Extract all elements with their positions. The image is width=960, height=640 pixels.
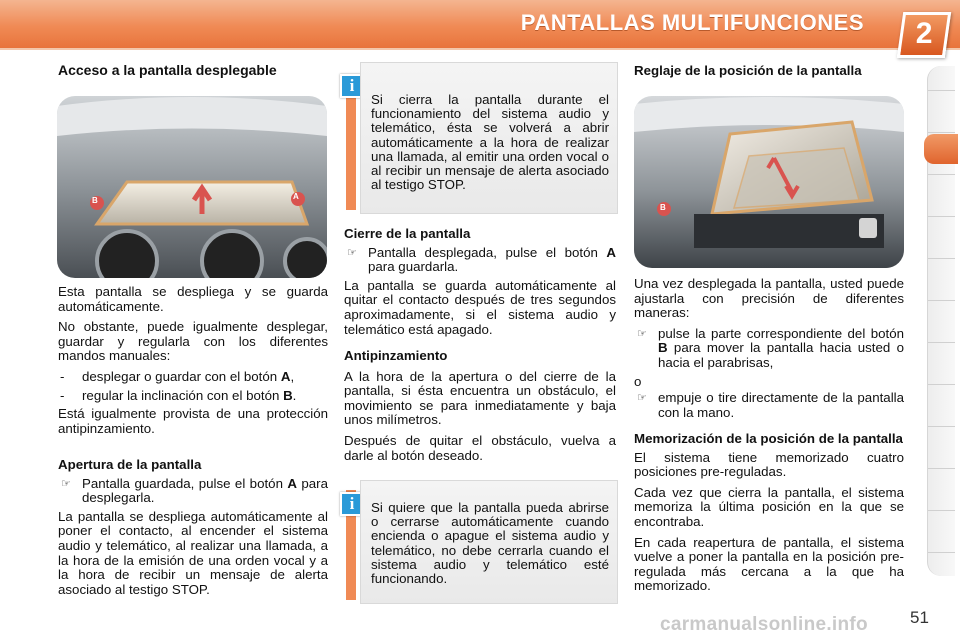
bullet-symbol: ☞: [61, 477, 71, 490]
button-ref: A: [606, 244, 616, 260]
section-heading-adjust: Reglaje de la posición de la pantalla: [634, 63, 862, 78]
intro-paragraph-1: Esta pantalla se despliega y se guarda automáticamente.: [58, 284, 328, 314]
antipinch-note: Está igualmente provista de una protección antipinzamiento.: [58, 406, 328, 436]
bullet-adjust-button: [634, 327, 904, 371]
bullet-open: [58, 477, 328, 506]
section-heading-antipinch: Antipinzamiento: [344, 348, 448, 363]
label-a: A: [293, 192, 299, 201]
button-ref: B: [283, 387, 293, 403]
tab-divider: [928, 342, 955, 343]
section-heading-memory: Memorización de la posición de la pantalla: [634, 431, 903, 446]
label-b: B: [92, 196, 98, 205]
chapter-tab-active[interactable]: [924, 134, 958, 164]
page-number: 51: [910, 608, 929, 627]
info-icon: i: [340, 492, 364, 516]
intro-paragraph-2: No obstante, puede igualmente desplegar, guardar y regularla con los diferentes mandos manuales:: [58, 319, 328, 364]
info-text-2: Si quiere que la pantalla pueda abrirse o cerrarse automáticamente cuando encienda o apague el sistema audio y telemático, no debe cerrarla cuando el sistema audio y telemático esté funcionando.: [371, 500, 609, 587]
section-heading-access: Acceso a la pantalla desplegable: [58, 62, 277, 78]
tab-divider: [928, 300, 955, 301]
dash-symbol: -: [60, 387, 65, 403]
dash-item-tilt: [58, 389, 328, 404]
label-b-right: B: [660, 203, 666, 212]
bullet-text: para mover la pantalla hacia usted o hacia el parabrisas,: [658, 340, 904, 370]
adjust-paragraph: Una vez desplegada la pantalla, usted puede ajustarla con precisión de diferentes maneras:: [634, 276, 904, 321]
memory-paragraph-1: El sistema tiene memorizado cuatro posiciones pre-reguladas.: [634, 449, 904, 480]
bullet-symbol: ☞: [637, 327, 647, 340]
dashboard-photo-open: [57, 96, 327, 278]
tab-divider: [928, 552, 955, 553]
dash-text: ,: [290, 368, 295, 384]
dash-symbol: -: [60, 368, 65, 384]
dash-text: .: [292, 387, 297, 403]
bullet-adjust-hand: [634, 391, 904, 420]
bullet-text: Pantalla desplegada, pulse el botón: [368, 244, 607, 260]
tab-divider: [928, 510, 955, 511]
bullet-close: [344, 246, 616, 275]
tab-divider: [928, 216, 955, 217]
button-ref: A: [287, 475, 297, 491]
info-icon: i: [340, 74, 364, 98]
memory-paragraph-3: En cada reapertura de pantalla, el sistema vuelve a poner la pantalla en la posición pre-regulada más cercana a la que ha memorizado.: [634, 534, 904, 594]
close-paragraph: La pantalla se guarda automáticamente al quitar el contacto después de tres segundos aproximadamente, si el sistema audio y telemático está apagado.: [344, 277, 616, 337]
tab-divider: [928, 426, 955, 427]
tab-divider: [928, 468, 955, 469]
screen-adjust-illustration: [634, 96, 904, 268]
button-ref: A: [280, 368, 291, 384]
section-heading-open: Apertura de la pantalla: [58, 457, 202, 472]
info-box-1: [360, 62, 618, 214]
antipinch-paragraph-2: Después de quitar el obstáculo, vuelva a darle al botón deseado.: [344, 432, 616, 463]
page-title: PANTALLAS MULTIFUNCIONES: [520, 10, 864, 35]
section-heading-close: Cierre de la pantalla: [344, 226, 471, 241]
watermark: carmanualsonline.info: [660, 614, 868, 635]
bullet-text: para guardarla.: [368, 259, 459, 275]
info-box-2: [360, 480, 618, 604]
memory-paragraph-2: Cada vez que cierra la pantalla, el sistema memoriza la última posición en la que se encontraba.: [634, 484, 904, 529]
tab-divider: [928, 90, 955, 91]
bullet-symbol: ☞: [637, 392, 647, 405]
tab-divider: [928, 258, 955, 259]
bullet-text: para desplegarla.: [82, 475, 329, 506]
info-bar: [346, 80, 356, 210]
bullet-text: empuje o tire directamente de la pantalla con la mano.: [658, 390, 904, 420]
dash-text: regular la inclinación con el botón: [82, 387, 284, 403]
tab-divider: [928, 174, 955, 175]
or-text: o: [634, 373, 642, 389]
antipinch-paragraph-1: A la hora de la apertura o del cierre de la pantalla, si ésta encuentra un obstáculo, el movimiento se para inmediatamente y baja unos milímetros.: [344, 368, 616, 428]
open-paragraph: La pantalla se despliega automáticamente al poner el contacto, al encender el sistema audio y telemático, al realizar una llamada, a la hora de la emisión de una orden vocal y a la hora de recibir un mensaje de alerta asociado al testigo STOP.: [58, 508, 328, 597]
dash-text: desplegar o guardar con el botón: [82, 368, 281, 384]
bullet-text: Pantalla guardada, pulse el botón: [82, 475, 288, 491]
tab-divider: [928, 384, 955, 385]
chapter-number: 2: [915, 17, 933, 50]
bullet-text: pulse la parte correspondiente del botón: [658, 325, 904, 341]
header-divider: [0, 48, 960, 50]
dashboard-illustration: [57, 96, 327, 278]
bullet-symbol: ☞: [347, 246, 357, 259]
chapter-badge: [897, 12, 951, 58]
tab-divider: [928, 132, 955, 133]
dashboard-photo-adjust: [634, 96, 904, 268]
dash-item-deploy: [58, 370, 328, 385]
info-text-1: Si cierra la pantalla durante el funcionamiento del sistema audio y telemático, ésta se volverá a abrir automáticamente a la hora de realizar una llamada, al emitir una orden vocal o al recibir un mensaje de alerta asociado al testigo STOP.: [371, 92, 609, 193]
button-ref: B: [658, 340, 668, 356]
